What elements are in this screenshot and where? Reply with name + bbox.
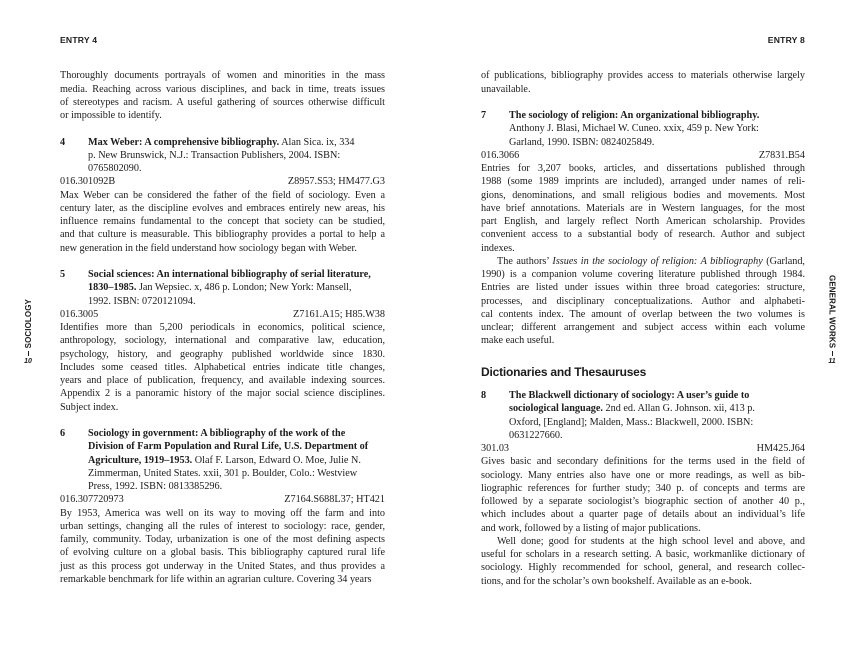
dewey-number: 016.301092B <box>60 176 116 188</box>
text-segment: Jan Wepsiec. x, 486 p. London; New York: Mansell, <box>136 282 352 294</box>
text-line: which includes about a quarter page of details about an individual’s life <box>481 509 805 521</box>
citation-line: 0765802090. <box>88 163 142 175</box>
citation <box>60 268 385 308</box>
running-head-right: ENTRY 8 <box>767 35 805 45</box>
entry-title-text: Social sciences: An international bibliography of serial literature, <box>88 269 371 281</box>
text-line: sociology. Highly recommended for school, general, and research collec- <box>481 562 805 574</box>
bibliography-entry-7 <box>481 109 805 348</box>
section-tab-left: SOCIOLOGY <box>23 299 33 349</box>
citation-line <box>60 454 385 467</box>
text-line: Entries are listed under issues within three broad categories: structure, <box>481 282 805 294</box>
classification-line <box>60 308 385 321</box>
text-line <box>481 255 805 268</box>
text-line: sociology. Many entries also have one or more readings, as well as bib- <box>481 469 805 481</box>
dewey-number: 016.3005 <box>60 308 99 320</box>
section-tab-right: GENERAL WORKS <box>827 275 837 349</box>
right-page-column <box>481 69 805 587</box>
text-line: years and place of publication, frequency, and available indexing sources. <box>60 375 385 387</box>
annotation-paragraph <box>60 321 385 414</box>
entry-title-text: The Blackwell dictionary of sociology: A user’s guide to <box>509 390 750 402</box>
entry-title-text: The sociology of religion: An organizational bibliography. <box>509 110 760 122</box>
classification-line <box>60 493 385 506</box>
text-line: just as this process got underway in the United States, and thus provides a <box>60 560 385 572</box>
continued-annotation <box>481 69 805 96</box>
text-line: By 1953, America was well on its way to moving off the farm and into <box>60 507 385 519</box>
text-line: cal contents index. The amount of overlap between the two volumes is <box>481 308 805 320</box>
lc-call-number: Z7164.S688L37; HT421 <box>284 494 385 506</box>
annotation-paragraph <box>60 507 385 587</box>
citation-line: Anthony J. Blasi, Michael W. Cuneo. xxix, 459 p. New York: <box>509 123 759 135</box>
entry-title-text: sociological language. <box>509 403 603 415</box>
dewey-number: 016.307720973 <box>60 494 124 506</box>
text-line: unclear; different arrangement and subject access within each volume <box>481 322 805 334</box>
text-line: Gives basic and secondary definitions for the terms used in the field of <box>481 456 805 468</box>
text-segment: Olaf F. Larson, Edward O. Moe, Julie N. <box>192 454 361 466</box>
entry-number: 6 <box>60 428 66 440</box>
entry-title-text: 1830–1985. <box>88 282 137 294</box>
citation-line <box>60 427 385 440</box>
citation <box>481 109 805 149</box>
dewey-number: 301.03 <box>481 443 510 455</box>
classification-line <box>481 442 805 455</box>
text-line: indexes. <box>481 242 515 254</box>
text-line: remarkable benchmark for life within an agrarian culture. Covering 34 years <box>60 573 372 585</box>
lc-call-number: Z8957.S53; HM477.G3 <box>287 176 385 188</box>
text-line: liographic references for further study; 340 p. of concepts and terms are <box>481 482 805 494</box>
classification-line <box>481 149 805 162</box>
text-line: Max Weber can be considered the father of the field of sociology. Even a <box>60 189 385 201</box>
section-heading: Dictionaries and Thesauruses <box>481 364 647 379</box>
entry-number: 7 <box>481 110 487 122</box>
text-line: part English, and largely reflect North American scholarship. Provides <box>481 216 805 228</box>
entry-number: 8 <box>481 390 487 402</box>
annotation-paragraph <box>481 455 805 535</box>
text-line: have brief annotations. Materials are in Western languages, for the most <box>481 202 805 214</box>
continued-annotation <box>60 69 385 122</box>
entry-title-text: Sociology in government: A bibliography of the work of the <box>88 428 346 440</box>
text-line: Subject index. <box>60 401 119 413</box>
text-line: processes, and disciplinary conceptualizations. Author and alphabeti- <box>481 295 805 307</box>
annotation-paragraph <box>60 189 385 255</box>
text-line: anthropology, sociology, international and comparative law, education, <box>60 335 385 347</box>
page-number-left: 10 <box>24 358 32 365</box>
italic-title-text: Issues in the sociology of religion: A bibliography <box>552 255 763 267</box>
lc-call-number: Z7161.A15; H85.W38 <box>293 308 385 320</box>
text-line: or impossible to identify. <box>60 110 162 122</box>
text-line: 1990) is a companion volume covering literature published through 1984. <box>481 269 805 281</box>
tab-divider-right <box>832 351 833 356</box>
annotation-paragraph <box>481 162 805 255</box>
tab-divider-left <box>28 351 29 356</box>
annotation-paragraph <box>481 69 805 96</box>
citation-line: p. New Brunswick, N.J.: Transaction Publishers, 2004. ISBN: <box>88 149 341 161</box>
text-line: Thoroughly documents portrayals of women and minorities in the mass <box>60 70 385 82</box>
bibliography-entry-6 <box>60 427 385 586</box>
citation-line <box>60 268 385 281</box>
text-line: Identifies more than 5,200 periodicals in economics, political science, <box>60 322 385 334</box>
text-line: psychology, history, and geography published worldwide since 1830. <box>60 348 385 360</box>
annotation-paragraph <box>481 535 805 588</box>
annotation-paragraph <box>60 69 385 122</box>
entry-number: 4 <box>60 136 66 148</box>
classification-line <box>60 175 385 188</box>
entry-title-text: Agriculture, 1919–1953. <box>88 454 193 466</box>
entry-title-text: Division of Farm Population and Rural Life, U.S. Department of <box>88 441 369 453</box>
text-line: of evolving culture on a global basis. This bibliography captured rural life <box>60 547 385 559</box>
text-line: and work, followed by a listing of major publications. <box>481 522 701 534</box>
citation <box>60 427 385 493</box>
bibliography-entry-8 <box>481 389 805 588</box>
text-line: tions, and for the scholar’s own bookshelf. Available as an e-book. <box>481 575 752 587</box>
text-line: of stereotypes and racism. A useful gathering of sources otherwise difficult <box>60 96 385 108</box>
citation-line: Press, 1992. ISBN: 0813385296. <box>88 481 223 493</box>
text-line: followed by a separate sociologist’s biographic section of another 40 p., <box>481 496 805 508</box>
annotation-paragraph <box>481 255 805 348</box>
left-page-column <box>60 69 385 586</box>
citation <box>481 389 805 442</box>
text-line: convenient access to a substantial body of research. Author and subject <box>481 229 805 241</box>
text-line: useful for scholars in a research setting. A basic, workmanlike dictionary of <box>481 549 805 561</box>
text-line: 1988 (some 1989 imprints are included), arranged under names of reli- <box>481 176 805 188</box>
text-line: Appendix 2 is a panoramic history of the major social science disciplines. <box>60 388 385 400</box>
text-line: urban settings, changing all the rules of interest to sociology: race, gender, <box>60 520 385 532</box>
text-segment: Alan Sica. ix, 334 <box>279 136 355 148</box>
citation-line <box>481 109 805 122</box>
lc-call-number: Z7831.B54 <box>758 149 805 161</box>
running-head-left: ENTRY 4 <box>60 35 98 45</box>
text-line: gions, denominations, and small religious bodies and movements. Most <box>481 189 805 201</box>
entry-title-text: Max Weber: A comprehensive bibliography. <box>88 136 280 148</box>
entry-number: 5 <box>60 269 66 281</box>
text-line: family, community. Today, urbanization is one of the most defining aspects <box>60 534 385 546</box>
citation-line <box>60 281 385 294</box>
citation-line <box>481 389 805 402</box>
text-line: make each useful. <box>481 335 555 347</box>
text-line: new generation in the field understand how sociology began with Weber. <box>60 242 357 254</box>
citation-line: 1992. ISBN: 0720121094. <box>88 295 196 307</box>
text-segment: 2nd ed. Allan G. Johnson. xii, 413 p. <box>602 403 755 415</box>
citation-line: Garland, 1990. ISBN: 0824025849. <box>509 136 655 148</box>
citation-line: 0631227660. <box>509 429 563 441</box>
text-line: media. Reaching across various disciplines, and back in time, treats issues <box>60 83 385 95</box>
text-line: Well done; good for students at the high school level and above, and <box>497 535 805 547</box>
citation-line: Zimmerman, United States. xxii, 301 p. Boulder, Colo.: Westview <box>88 467 358 479</box>
text-line: influence remains fundamental to the concept that society can be studied, <box>60 216 385 228</box>
bibliography-entry-5 <box>60 268 385 414</box>
text-line: Includes some ceased titles. Alphabetical entries indicate title changes, <box>60 361 385 373</box>
text-line: Entries for 3,207 books, articles, and dissertations published through <box>481 163 805 175</box>
page-number-right: 11 <box>828 358 836 365</box>
text-segment: (Garland, <box>762 255 805 267</box>
text-line: century later, as the discipline evolves and embraces entirely new areas, his <box>60 202 385 214</box>
bibliography-entry-4 <box>60 136 385 255</box>
text-segment: The authors’ <box>497 255 553 267</box>
dewey-number: 016.3066 <box>481 149 520 161</box>
text-line: of publications, bibliography provides access to materials otherwise largely <box>481 70 805 82</box>
lc-call-number: HM425.J64 <box>756 443 805 455</box>
citation <box>60 136 385 176</box>
citation-line: Oxford, [England]; Malden, Mass.: Blackwell, 2000. ISBN: <box>509 416 754 428</box>
text-line: unavailable. <box>481 83 531 95</box>
text-line: and that culture is measurable. This bibliography provides a portal to help a <box>60 229 385 241</box>
citation-line <box>60 136 385 149</box>
citation-line <box>481 402 805 415</box>
citation-line <box>60 440 385 453</box>
